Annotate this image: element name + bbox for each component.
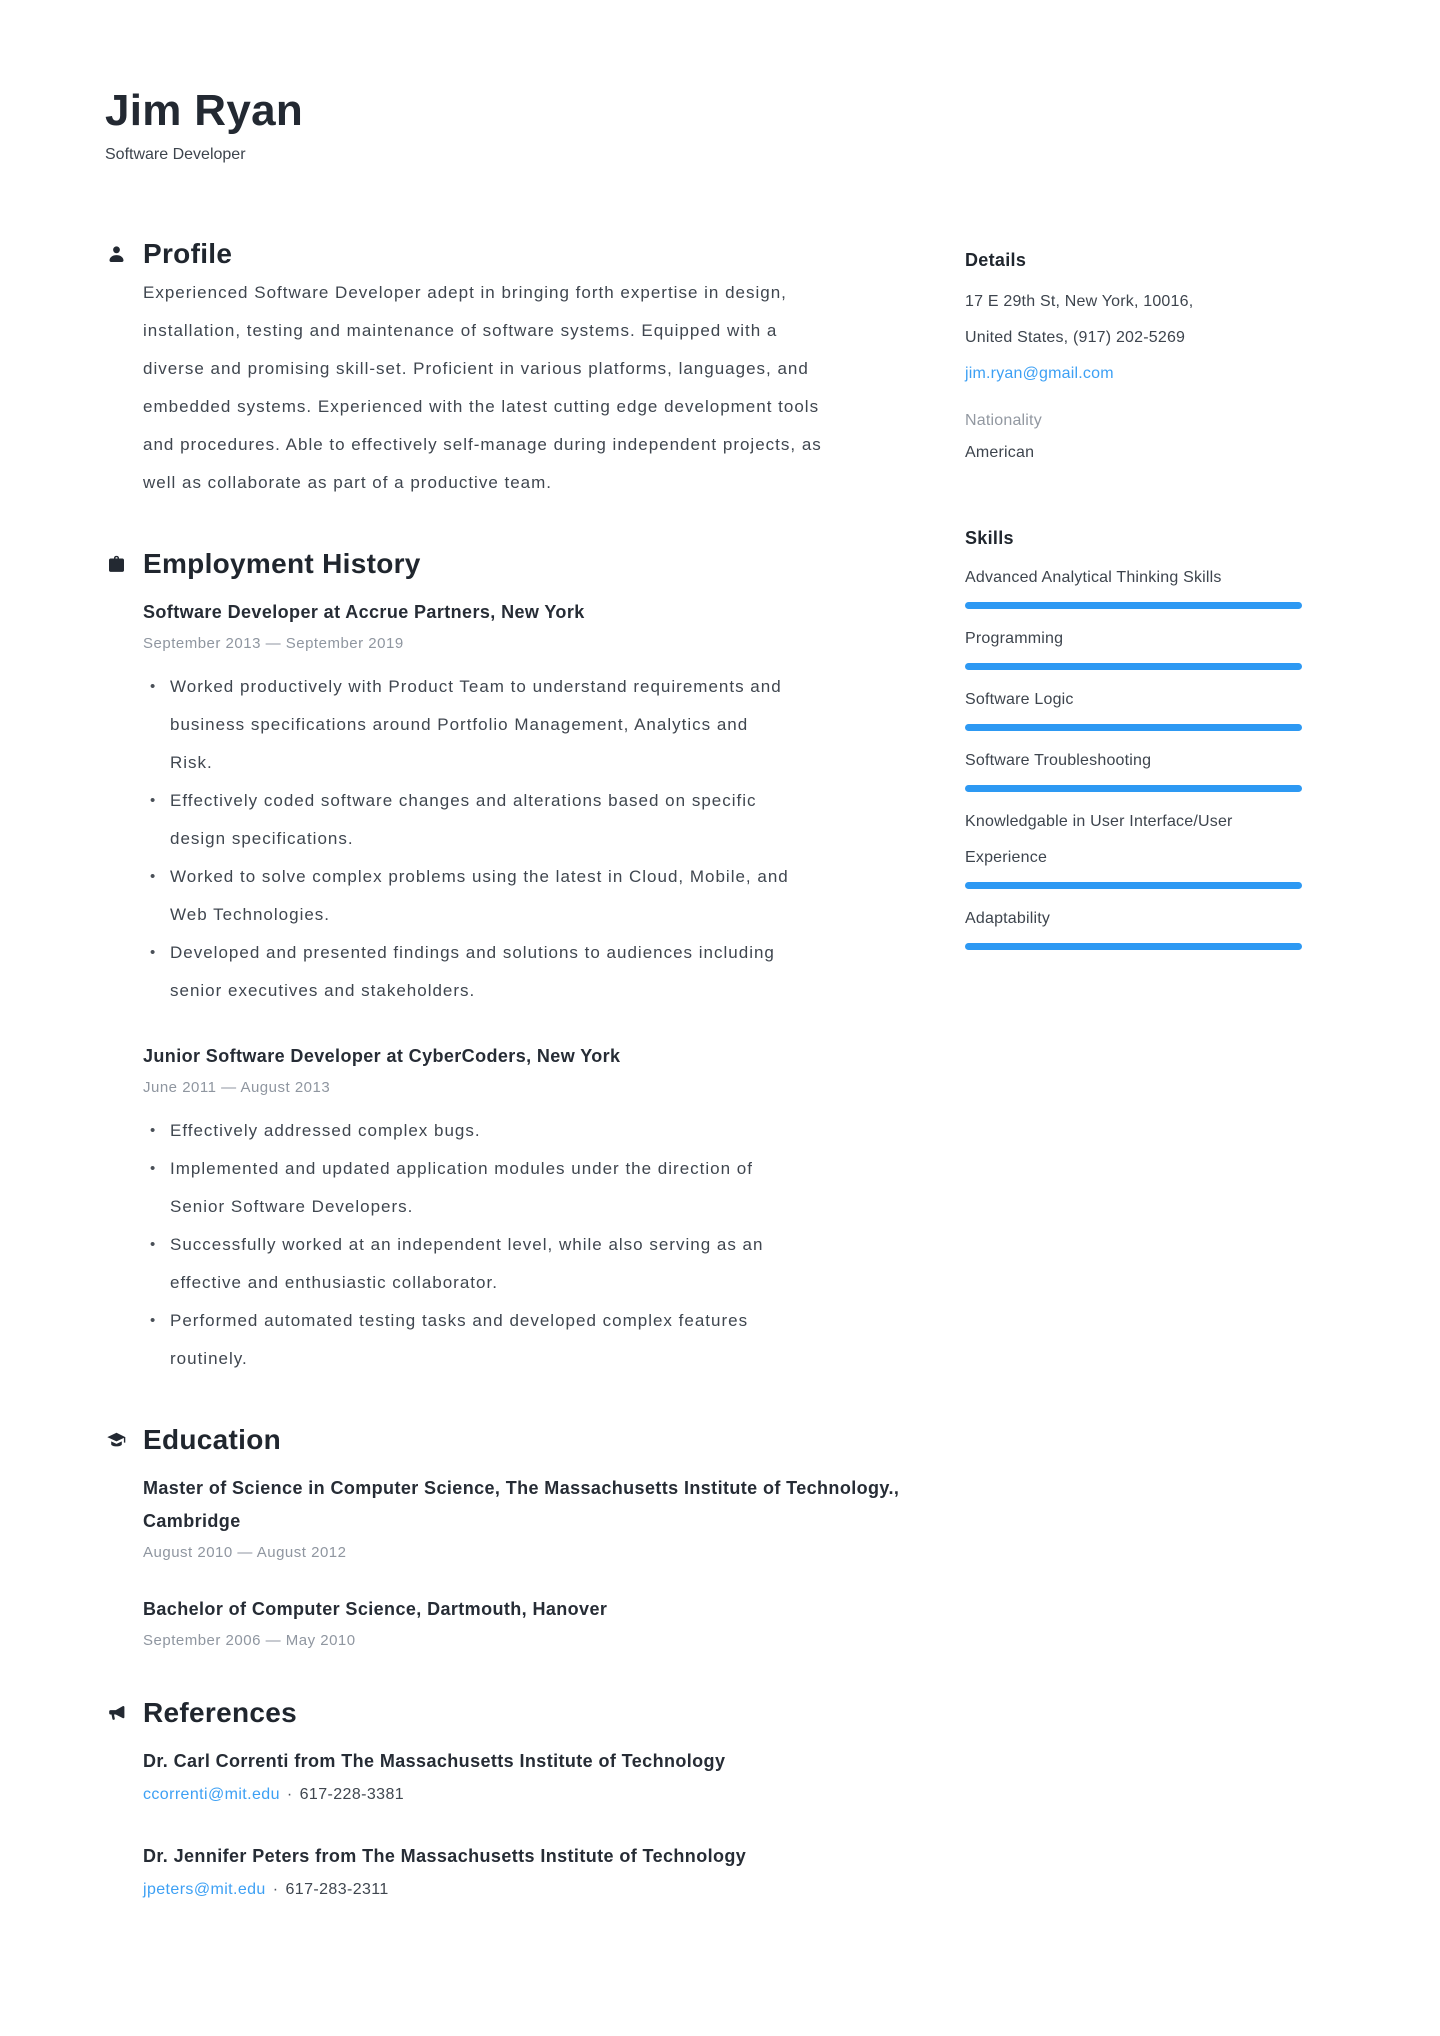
- education-heading: Education: [143, 1424, 282, 1455]
- job-bullet-list: [143, 1112, 790, 1378]
- skill-item: [965, 743, 1302, 792]
- megaphone-icon: [106, 1703, 127, 1724]
- section-employment-history: [105, 546, 905, 1378]
- address-line-2: United States, (917) 202-5269: [965, 329, 1186, 346]
- skill-item: [965, 560, 1302, 609]
- section-references: [105, 1695, 905, 1905]
- details-block: [965, 284, 1302, 392]
- person-icon: [106, 244, 127, 265]
- skill-level-bar: [965, 663, 1302, 670]
- reference-contact: [143, 1875, 905, 1905]
- profile-heading: Profile: [143, 238, 233, 269]
- education-section-header: [105, 1422, 905, 1458]
- skill-label: Programming: [965, 630, 1064, 647]
- job-bullet: • Implemented and updated application modules under the direction of Senior Software Developers.: [170, 1150, 790, 1226]
- details-heading: Details: [965, 250, 1027, 270]
- contact-separator: ·: [286, 1786, 293, 1803]
- address-line-1: 17 E 29th St, New York, 10016,: [965, 293, 1194, 310]
- references-section-header: [105, 1695, 905, 1731]
- skill-label: Software Logic: [965, 691, 1074, 708]
- job-entry: [143, 596, 905, 1010]
- education-entry: [143, 1593, 905, 1651]
- skill-item: [965, 621, 1302, 670]
- skill-item: [965, 901, 1302, 950]
- skill-item: [965, 682, 1302, 731]
- job-bullet: • Developed and presented findings and solutions to audiences including senior executives and stakeholders.: [170, 934, 790, 1010]
- skill-level-bar: [965, 943, 1302, 950]
- briefcase-icon: [106, 554, 127, 575]
- resume-header: [105, 86, 1340, 166]
- employment-section-header: [105, 546, 905, 582]
- references-body: [143, 1745, 905, 1905]
- education-entry: [143, 1472, 905, 1563]
- content-columns: [105, 236, 1340, 1949]
- job-bullet-list: [143, 668, 790, 1010]
- job-bullet: • Worked productively with Product Team to understand requirements and business specifications around Portfolio Management, Analytics and Risk.: [170, 668, 790, 782]
- skill-label: Advanced Analytical Thinking Skills: [965, 569, 1222, 586]
- skill-label: Software Troubleshooting: [965, 752, 1152, 769]
- job-bullet: • Effectively addressed complex bugs.: [170, 1112, 790, 1150]
- job-bullet: • Performed automated testing tasks and developed complex features routinely.: [170, 1302, 790, 1378]
- section-profile: [105, 236, 905, 502]
- reference-contact: [143, 1780, 905, 1810]
- reference-entry: [143, 1840, 905, 1905]
- reference-entry: [143, 1745, 905, 1810]
- education-title: Master of Science in Computer Science, The Massachusetts Institute of Technology., Cambridge: [143, 1478, 900, 1531]
- reference-name: Dr. Jennifer Peters from The Massachusetts Institute of Technology: [143, 1846, 747, 1866]
- email-row: [965, 356, 1302, 392]
- sidebar: [965, 236, 1302, 1949]
- employment-heading: Employment History: [143, 548, 421, 579]
- main-column: [105, 236, 905, 1949]
- nationality-label: Nationality: [965, 412, 1042, 429]
- job-bullet: • Worked to solve complex problems using the latest in Cloud, Mobile, and Web Technologies.: [170, 858, 790, 934]
- nationality-value: American: [965, 444, 1035, 461]
- skills-heading: Skills: [965, 528, 1014, 548]
- reference-phone: 617-228-3381: [299, 1786, 405, 1803]
- education-title: Bachelor of Computer Science, Dartmouth, Hanover: [143, 1599, 608, 1619]
- job-entry: [143, 1040, 905, 1378]
- references-heading: References: [143, 1697, 297, 1728]
- employment-body: [143, 596, 905, 1378]
- job-subtitle: Software Developer: [105, 146, 246, 163]
- job-dates: September 2013 — September 2019: [143, 635, 404, 652]
- contact-separator: ·: [272, 1881, 279, 1898]
- education-body: [143, 1472, 905, 1651]
- skill-level-bar: [965, 785, 1302, 792]
- job-bullet: • Effectively coded software changes and alterations based on specific design specifications.: [170, 782, 790, 858]
- skill-label: Knowledgable in User Interface/User Experience: [965, 813, 1233, 866]
- education-dates: August 2010 — August 2012: [143, 1544, 347, 1561]
- job-dates: June 2011 — August 2013: [143, 1079, 331, 1096]
- skill-level-bar: [965, 602, 1302, 609]
- reference-email-link[interactable]: jpeters@mit.edu: [143, 1881, 266, 1898]
- profile-section-header: [105, 236, 905, 272]
- skill-level-bar: [965, 724, 1302, 731]
- profile-text: Experienced Software Developer adept in bringing forth expertise in design, installation, testing and maintenance of software systems. Equipped with a diverse and promising skill-set. Proficient in various platforms, languages, and embedded systems. Experienced with the latest cutting edge development tools and procedures. Able to effectively self-manage during independent projects, as well as collaborate as part of a productive team.: [143, 283, 822, 492]
- graduation-cap-icon: [106, 1430, 127, 1451]
- skill-level-bar: [965, 882, 1302, 889]
- job-bullet: • Successfully worked at an independent level, while also serving as an effective and enthusiastic collaborator.: [170, 1226, 790, 1302]
- skill-item: [965, 804, 1302, 889]
- job-title: Software Developer at Accrue Partners, New York: [143, 602, 585, 622]
- education-dates: September 2006 — May 2010: [143, 1632, 356, 1649]
- reference-name: Dr. Carl Correnti from The Massachusetts Institute of Technology: [143, 1751, 726, 1771]
- skills-block: [965, 526, 1302, 950]
- section-education: [105, 1422, 905, 1651]
- page-title: Jim Ryan: [105, 86, 304, 135]
- job-title: Junior Software Developer at CyberCoders, New York: [143, 1046, 621, 1066]
- email-link[interactable]: jim.ryan@gmail.com: [965, 365, 1114, 382]
- skill-label: Adaptability: [965, 910, 1051, 927]
- reference-email-link[interactable]: ccorrenti@mit.edu: [143, 1786, 280, 1803]
- reference-phone: 617-283-2311: [285, 1881, 389, 1898]
- profile-body: [143, 274, 905, 502]
